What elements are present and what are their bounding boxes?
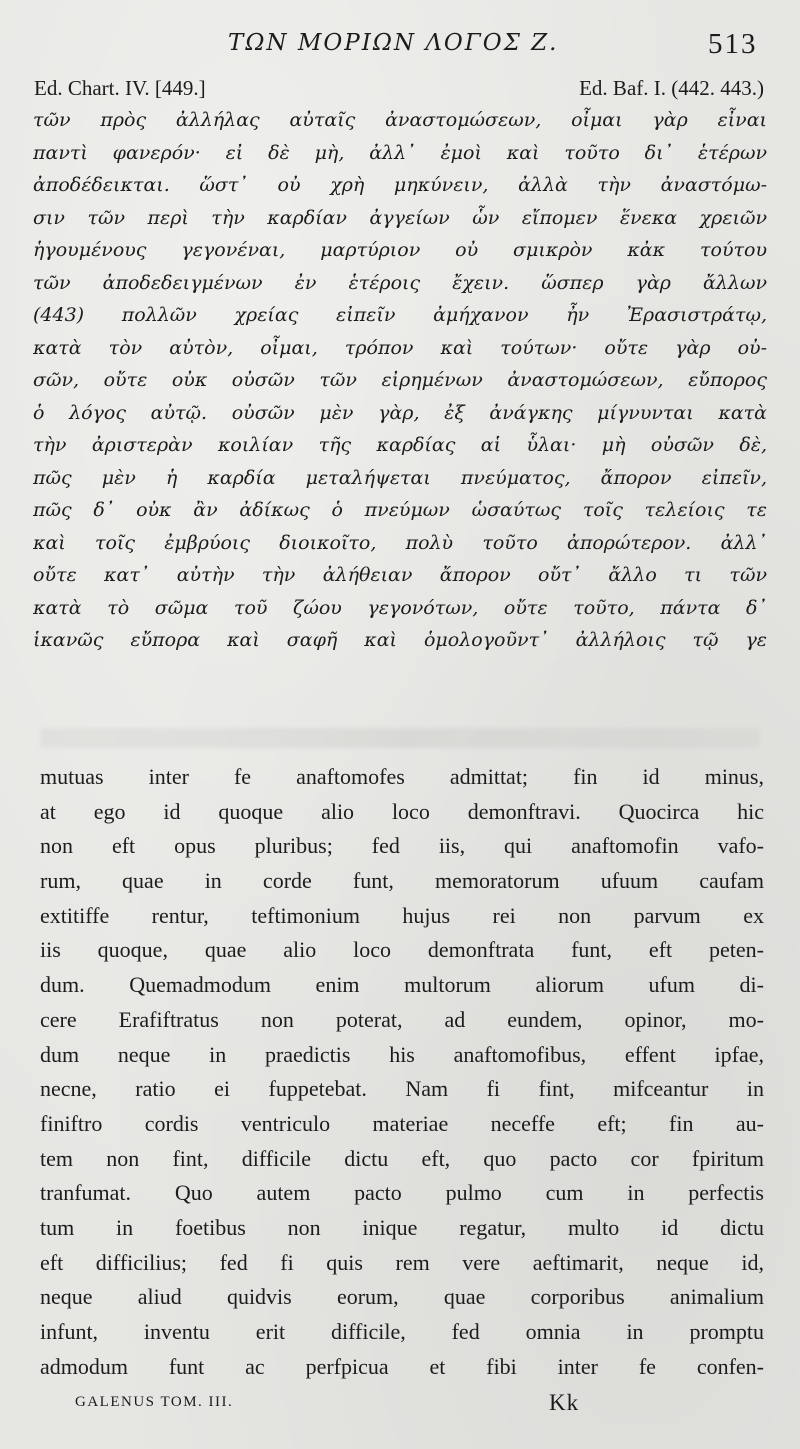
latin-text-line: tum in foetibus non inique regatur, multo id dictu	[40, 1214, 764, 1240]
latin-text-line: admodum funt ac perfpicua et fibi inter fe confen-	[40, 1353, 764, 1379]
edition-basel-reference: Ed. Baf. I. (442. 443.)	[579, 76, 764, 100]
latin-text-block	[40, 760, 764, 1384]
greek-text-line: τῶν ἀποδεδειγμένων ἐν ἑτέροις ἔχειν. ὥσπερ γὰρ ἄλλων	[33, 271, 767, 294]
page-number: 513	[708, 28, 758, 60]
greek-text-block	[33, 104, 767, 657]
latin-text-line: iis quoque, quae alio loco demonftrata funt, eft peten-	[40, 937, 764, 963]
latin-text-line: infunt, inventu erit difficile, fed omnia in promptu	[40, 1319, 764, 1344]
footer-signature-mark: Kk	[549, 1390, 580, 1415]
latin-text-line: mutuas inter fe anaftomofes admittat; fin id minus,	[40, 764, 764, 789]
footer-volume-label: GALENUS TOM. III.	[75, 1394, 234, 1410]
greek-text-line: πῶς δ᾽ οὐκ ἂν ἀδίκως ὁ πνεύμων ὡσαύτως τοῖς τελείοις τε	[33, 499, 767, 521]
greek-text-line: (443) πολλῶν χρείας εἰπεῖν ἀμήχανον ἦν Ἐρασιστράτῳ,	[33, 304, 767, 326]
latin-text-line: eft difficilius; fed fi quis rem vere aeftimarit, neque id,	[40, 1249, 764, 1275]
greek-text-line: καὶ τοῖς ἐμβρύοις διοικοῖτο, πολὺ τοῦτο ἀπορώτερον. ἀλλ᾽	[33, 531, 767, 554]
greek-text-line: οὔτε κατ᾽ αὐτὴν τὴν ἀλήθειαν ἄπορον οὔτ᾽ ἄλλο τι τῶν	[33, 564, 767, 586]
latin-text-line: extitiffe rentur, teftimonium hujus rei non parvum ex	[40, 902, 764, 928]
greek-text-line: τῶν πρὸς ἀλλήλας αὐταῖς ἀναστομώσεων, οἶμαι γὰρ εἶναι	[33, 109, 767, 131]
latin-text-line: necne, ratio ei fuppetebat. Nam fi fint, mifceantur in	[40, 1076, 764, 1102]
greek-text-line: παντὶ φανερόν· εἰ δὲ μὴ, ἀλλ᾽ ἐμοὶ καὶ τοῦτο δι᾽ ἑτέρων	[33, 141, 767, 164]
greek-text-line: σῶν, οὔτε οὐκ οὐσῶν τῶν εἰρημένων ἀναστομώσεων, εὔπορος	[33, 369, 767, 391]
greek-text-line: ἀποδέδεικται. ὥστ᾽ οὐ χρὴ μηκύνειν, ἀλλὰ τὴν ἀναστόμω-	[33, 174, 767, 196]
latin-text-line: finiftro cordis ventriculo materiae neceffe eft; fin au-	[40, 1110, 764, 1136]
running-head	[0, 28, 800, 68]
greek-text-line: σιν τῶν περὶ τὴν καρδίαν ἀγγείων ὧν εἴπομεν ἕνεκα χρειῶν	[33, 206, 767, 229]
latin-text-line: at ego id quoque alio loco demonftravi. Quocirca hic	[40, 798, 764, 824]
edition-reference-line	[34, 76, 764, 104]
greek-text-line: κατὰ τὸ σῶμα τοῦ ζώου γεγονότων, οὔτε τοῦτο, πάντα δ᾽	[33, 596, 767, 619]
latin-text-line: non eft opus pluribus; fed iis, qui anaftomofin vafo-	[40, 833, 764, 859]
greek-text-line: ὁ λόγος αὐτῷ. οὐσῶν μὲν γὰρ, ἐξ ἀνάγκης μίγνυνται κατὰ	[33, 401, 767, 424]
latin-text-line: cere Erafiftratus non poterat, ad eundem, opinor, mo-	[40, 1006, 764, 1032]
latin-text-line: rum, quae in corde funt, memoratorum ufuum caufam	[40, 868, 764, 894]
latin-text-line: dum neque in praedictis his anaftomofibus, effent ipfae,	[40, 1041, 764, 1067]
page-footer	[0, 1390, 800, 1420]
latin-text-line: neque aliud quidvis eorum, quae corporibus animalium	[40, 1284, 764, 1310]
latin-text-line: dum. Quemadmodum enim multorum aliorum ufum di-	[40, 972, 764, 998]
greek-text-line: κατὰ τὸν αὐτὸν, οἶμαι, τρόπον καὶ τούτων· οὔτε γὰρ οὐ-	[33, 336, 767, 359]
bleed-through-shadow	[40, 728, 760, 748]
greek-text-line: τὴν ἀριστερὰν κοιλίαν τῆς καρδίας αἱ ὗλαι· μὴ οὐσῶν δὲ,	[33, 434, 767, 456]
running-title: ΤΩΝ ΜΟΡΙΩΝ ΛΟΓΟΣ Ζ.	[228, 30, 559, 56]
latin-text-line: tranfumat. Quo autem pacto pulmo cum in perfectis	[40, 1180, 764, 1206]
edition-chart-reference: Ed. Chart. IV. [449.]	[34, 76, 206, 100]
greek-text-line: πῶς μὲν ἡ καρδία μεταλήψεται πνεύματος, ἄπορον εἰπεῖν,	[33, 466, 767, 489]
latin-text-line: tem non fint, difficile dictu eft, quo pacto cor fpiritum	[40, 1145, 764, 1171]
greek-text-line: ἱκανῶς εὔπορα καὶ σαφῆ καὶ ὁμολογοῦντ᾽ ἀλλήλοις τῷ γε	[33, 629, 767, 651]
greek-text-line: ἡγουμένους γεγονέναι, μαρτύριον οὐ σμικρὸν κἀκ τούτου	[33, 239, 767, 261]
